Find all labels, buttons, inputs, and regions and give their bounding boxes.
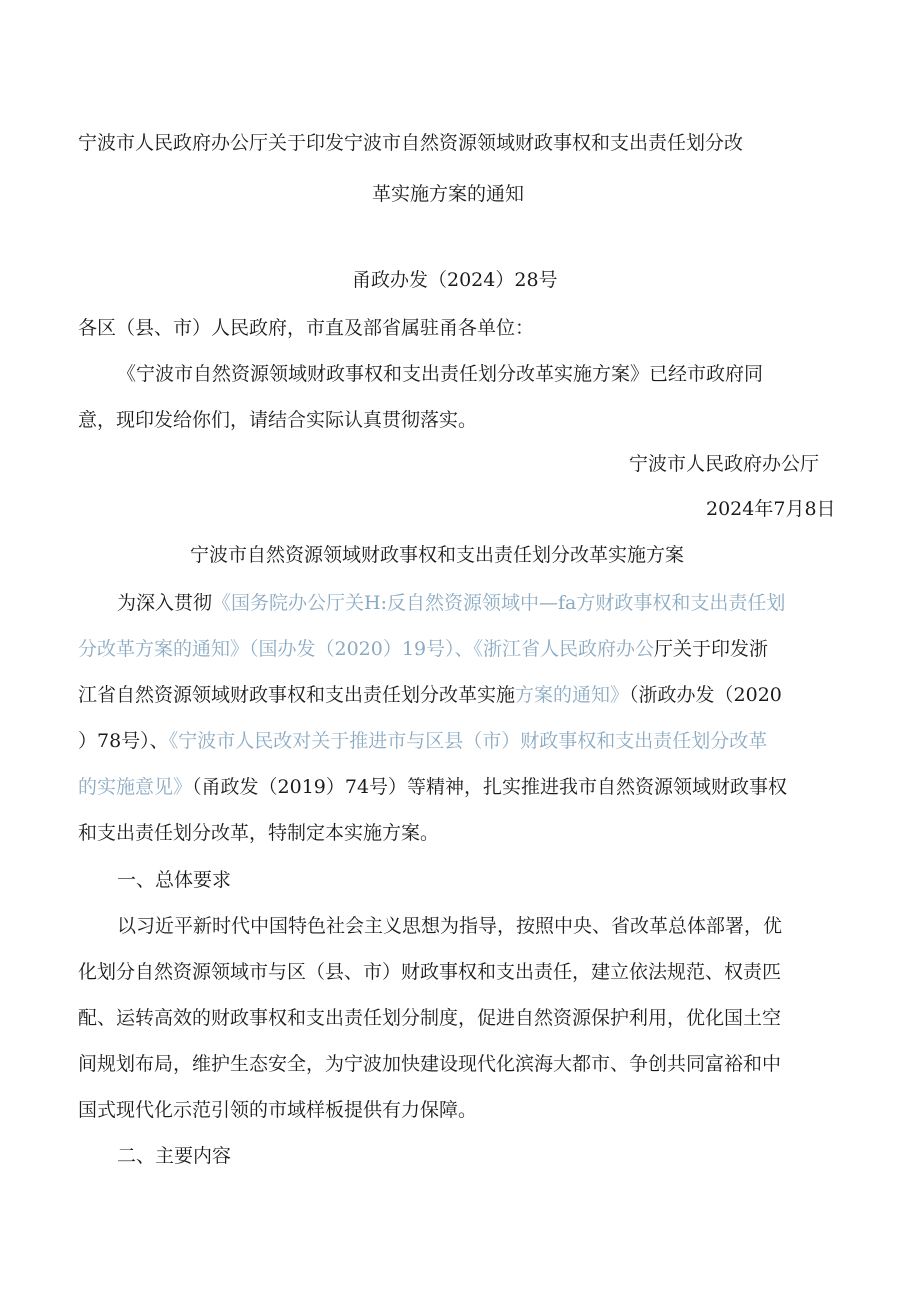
addressee: 各区（县、市）人民政府，市直及部省属驻甬各单位：	[78, 317, 535, 339]
intro-line-4	[78, 729, 767, 753]
plan-title: 宁波市自然资源领域财政事权和支出责任划分改革实施方案	[190, 544, 685, 566]
intro-text: （甬政发（2019）74号）等精神，扎实推进我市自然资源领域财政事权	[192, 776, 788, 798]
section-1-line-5: 国式现代化示范引领的市域样板提供有力保障。	[78, 1099, 478, 1121]
reference-link-ningbo-opinion[interactable]: 的实施意见》	[78, 776, 193, 798]
section-1-line-1: 以习近平新时代中国特色社会主义思想为指导，按照中央、省改革总体部署，优	[117, 915, 783, 937]
intro-text: 厅关于印发浙	[654, 638, 769, 660]
notice-body-line-1: 《宁波市自然资源领域财政事权和支出责任划分改革实施方案》已经市政府同	[117, 363, 764, 385]
intro-text: ）78号）、	[78, 730, 169, 752]
section-2-heading: 二、主要内容	[117, 1145, 232, 1167]
title-line-1: 宁波市人民政府办公厅关于印发宁波市自然资源领域财政事权和支出责任划分改	[78, 132, 744, 154]
intro-line-2	[78, 637, 768, 661]
section-1-line-3: 配、运转高效的财政事权和支出责任划分制度，促进自然资源保护利用，优化国土空	[78, 1007, 782, 1029]
section-1-line-2: 化划分自然资源领域市与区（县、市）财政事权和支出责任，建立依法规范、权责匹	[78, 961, 782, 983]
intro-line-3	[78, 683, 782, 707]
section-1-heading: 一、总体要求	[117, 869, 232, 891]
intro-line-1	[117, 591, 785, 615]
intro-text: 江省自然资源领域财政事权和支出责任划分改革实施	[78, 684, 516, 706]
title-line-2: 革实施方案的通知	[372, 183, 525, 205]
intro-text: （浙政办发（2020	[629, 684, 782, 706]
section-1-line-4: 间规划布局，维护生态安全，为宁波加快建设现代化滨海大都市、争创共同富裕和中	[78, 1053, 782, 1075]
reference-link-provincial[interactable]: 分改革方案的通知》（国办发（2020）19号）、《浙江省人民政府办公	[78, 638, 655, 660]
reference-link-provincial-notice[interactable]: 方案的通知》	[515, 684, 630, 706]
intro-line-6: 和支出责任划分改革，特制定本实施方案。	[78, 822, 440, 844]
signature-issuer: 宁波市人民政府办公厅	[629, 453, 820, 475]
doc-number: 甬政办发（2024）28号	[352, 269, 558, 291]
intro-line-5	[78, 775, 787, 799]
intro-text: 为深入贯彻	[117, 592, 213, 614]
notice-body-line-2: 意，现印发给你们，请结合实际认真贯彻落实。	[78, 409, 478, 431]
signature-date: 2024年7月8日	[706, 498, 836, 520]
reference-link-ningbo[interactable]: 《宁波市人民改对关于推进市与区县（市）财政事权和支出责任划分改革	[168, 730, 768, 752]
reference-link-state-council[interactable]: 《国务院办公厅关H:反自然资源领域中—fa方财政事权和支出责任划	[212, 592, 786, 614]
